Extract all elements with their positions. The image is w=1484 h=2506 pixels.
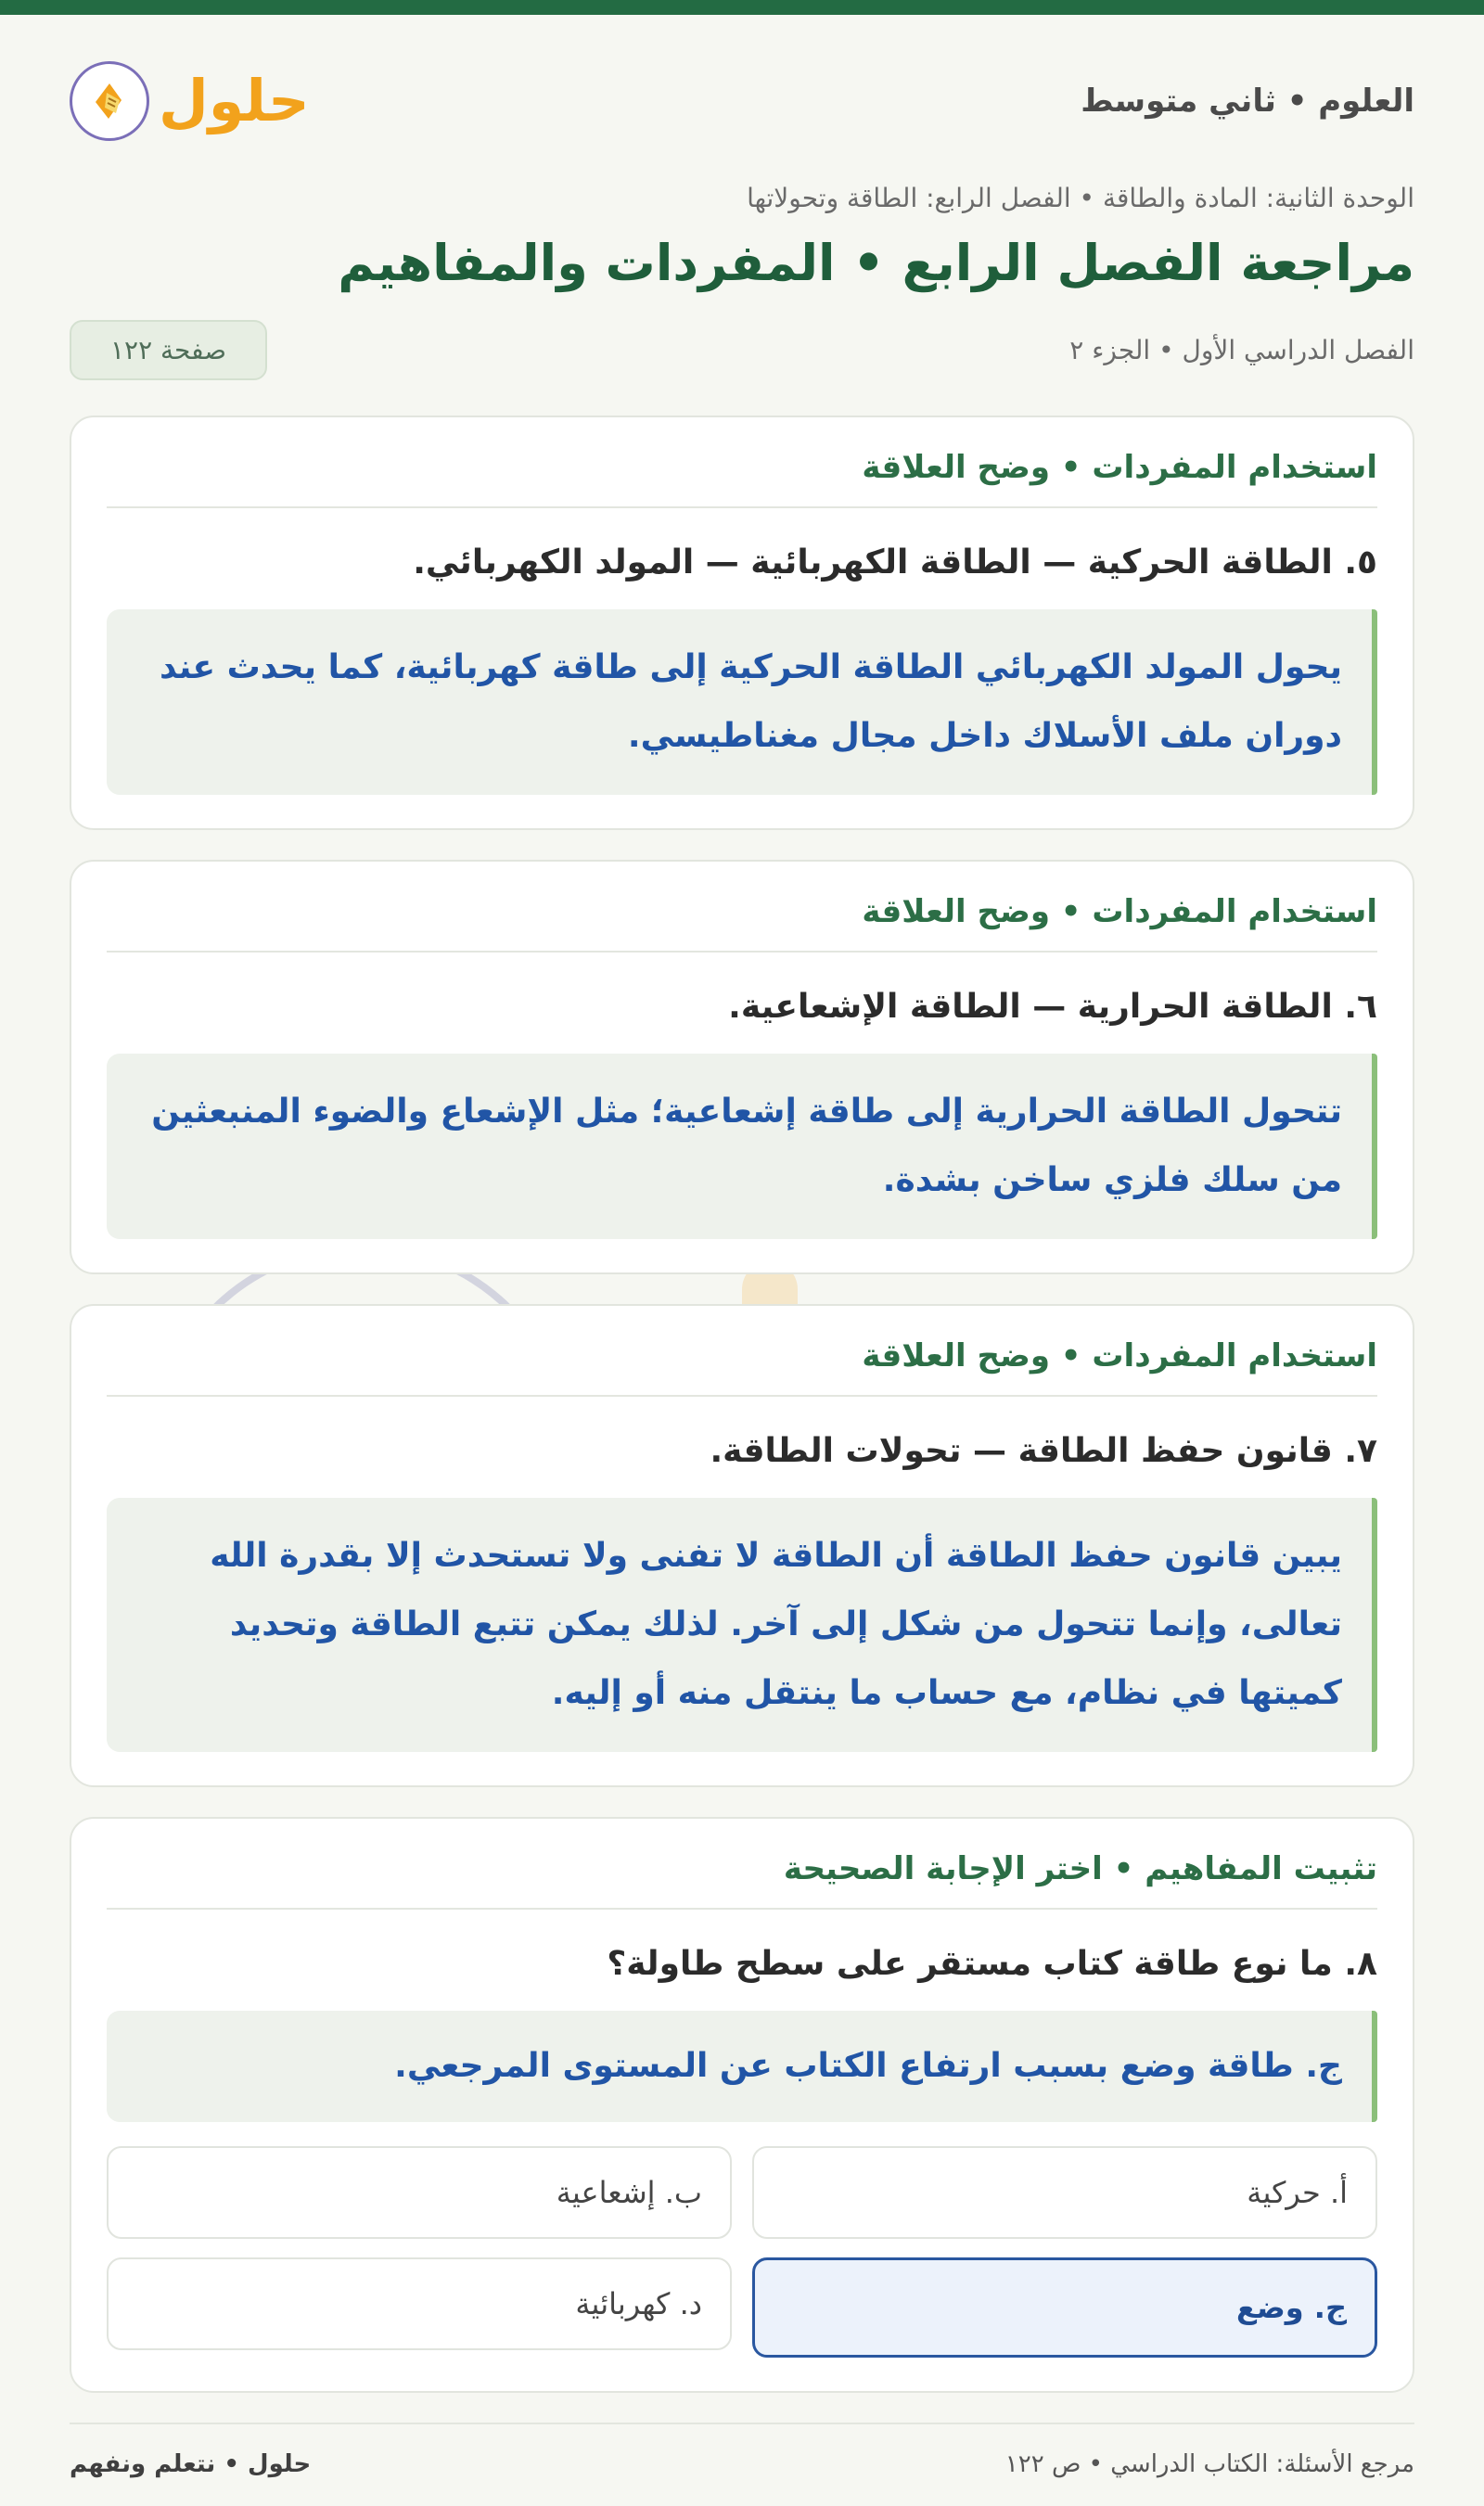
question-card bbox=[70, 860, 1414, 1274]
semester-label: الفصل الدراسي الأول • الجزء ٢ bbox=[1069, 335, 1414, 365]
section-heading: استخدام المفردات • وضح العلاقة bbox=[107, 893, 1377, 953]
option-d[interactable]: د. كهربائية bbox=[107, 2257, 732, 2350]
option-c-selected[interactable]: ج. وضع bbox=[752, 2257, 1377, 2358]
meta-row bbox=[70, 320, 1414, 380]
subject-label: العلوم • ثاني متوسط bbox=[1081, 82, 1414, 120]
option-a[interactable]: أ. حركية bbox=[752, 2146, 1377, 2239]
question-card bbox=[70, 1817, 1414, 2393]
section-heading: استخدام المفردات • وضح العلاقة bbox=[107, 1337, 1377, 1397]
question-text: ٧. قانون حفظ الطاقة — تحولات الطاقة. bbox=[710, 1432, 1377, 1470]
footer-reference: مرجع الأسئلة: الكتاب الدراسي • ص ١٢٢ bbox=[1004, 2450, 1414, 2478]
question-card bbox=[70, 1304, 1414, 1787]
option-b[interactable]: ب. إشعاعية bbox=[107, 2146, 732, 2239]
answer-box: يبين قانون حفظ الطاقة أن الطاقة لا تفنى ولا تستحدث إلا بقدرة الله تعالى، وإنما تتحول من شكل إلى آخر. لذلك يمكن تتبع الطاقة وتحديد كميتها في نظام، مع حساب ما ينتقل منه أو إليه. bbox=[107, 1498, 1377, 1752]
breadcrumb: الوحدة الثانية: المادة والطاقة • الفصل الرابع: الطاقة وتحولاتها bbox=[747, 183, 1414, 213]
section-heading: تثبيت المفاهيم • اختر الإجابة الصحيحة bbox=[107, 1850, 1377, 1910]
book-icon bbox=[70, 61, 149, 141]
answer-box: ج. طاقة وضع بسبب ارتفاع الكتاب عن المستوى المرجعي. bbox=[107, 2011, 1377, 2122]
answer-options bbox=[107, 2146, 1377, 2358]
question-card bbox=[70, 416, 1414, 830]
answer-box: يحول المولد الكهربائي الطاقة الحركية إلى طاقة كهربائية، كما يحدث عند دوران ملف الأسلاك داخل مجال مغناطيسي. bbox=[107, 609, 1377, 795]
question-text: ٨. ما نوع طاقة كتاب مستقر على سطح طاولة؟ bbox=[607, 1945, 1377, 1983]
page-header bbox=[70, 15, 1414, 186]
page-content bbox=[0, 15, 1484, 2478]
section-heading: استخدام المفردات • وضح العلاقة bbox=[107, 449, 1377, 508]
footer-brand: حلول • نتعلم ونفهم bbox=[70, 2450, 312, 2478]
top-accent-bar bbox=[0, 0, 1484, 15]
question-text: ٥. الطاقة الحركية — الطاقة الكهربائية — المولد الكهربائي. bbox=[413, 543, 1377, 582]
logo-wordmark: حلول bbox=[159, 67, 310, 134]
answer-box: تتحول الطاقة الحرارية إلى طاقة إشعاعية؛ مثل الإشعاع والضوء المنبعثين من سلك فلزي ساخن بشدة. bbox=[107, 1054, 1377, 1239]
site-logo[interactable] bbox=[70, 61, 310, 141]
page-title: مراجعة الفصل الرابع • المفردات والمفاهيم bbox=[338, 234, 1414, 292]
question-text: ٦. الطاقة الحرارية — الطاقة الإشعاعية. bbox=[728, 988, 1377, 1026]
page-number-badge: صفحة ١٢٢ bbox=[70, 320, 267, 380]
page-footer bbox=[70, 2423, 1414, 2478]
